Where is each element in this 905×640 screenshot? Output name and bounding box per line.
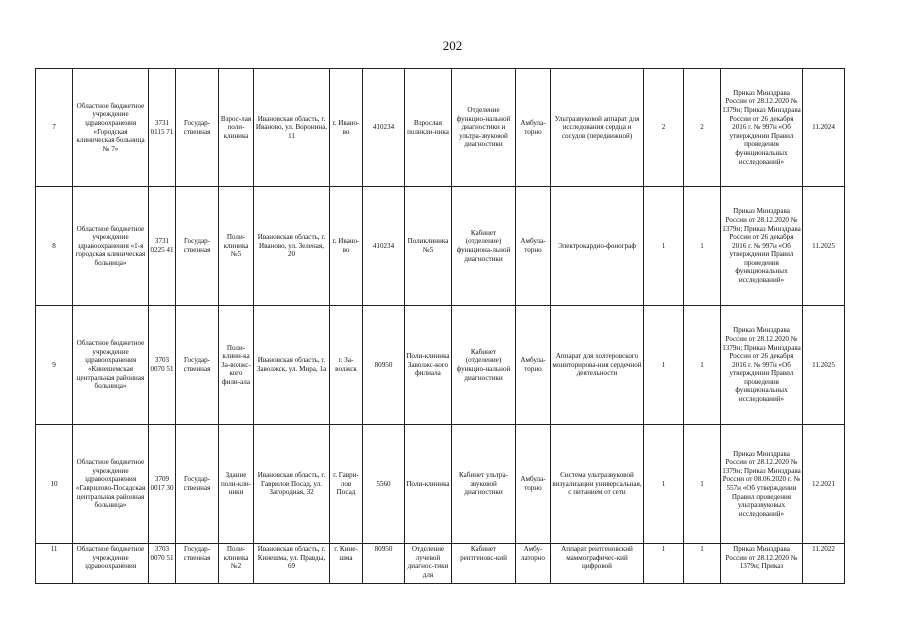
address-cell: Ивановская область, г. Иваново, ул. Воронина, 11	[254, 69, 330, 187]
department-cell: Кабинет ультра-звуковой диагностики	[452, 425, 516, 544]
equipment-cell: Аппарат рентгеновский маммографичес-кий цифровой	[551, 544, 644, 584]
unit-cell: Взрос-лая поли-клиника	[219, 69, 254, 187]
order-cell: Приказ Минздрава России от 28.12.2020 № 1379н; Приказ Минздрава России от 26 декабря 2016 г. № 997н «Об утверждении Правил проведения функциональных исследований»	[721, 187, 803, 306]
quantity-cell: 1	[644, 187, 684, 306]
ownership-cell: Государ-ственная	[176, 544, 219, 584]
date-cell: 11.2022	[803, 544, 845, 584]
order-cell: Приказ Минздрава России от 28.12.2020 № 1379н; Приказ Минздрава России от 26 декабря 2016 г. № 997н «Об утверждении Правил проведения функциональных исследований»	[721, 69, 803, 187]
table-row	[36, 425, 845, 544]
department-cell: Кабинет рентгеновс-кий	[452, 544, 516, 584]
care-type-cell: Амбула-торно	[516, 306, 551, 425]
city-cell: г. Кине-шма	[330, 544, 363, 584]
institution-cell: Областное бюджетное учреждение здравоохранения	[73, 544, 149, 584]
quantity-cell: 1	[684, 187, 721, 306]
unit-cell: Поли-клиника №5	[219, 187, 254, 306]
postcode-cell: 410234	[363, 187, 405, 306]
care-type-cell: Амбу-латорно	[516, 544, 551, 584]
code-cell: 3703 0070 51	[149, 306, 176, 425]
quantity-cell: 1	[684, 425, 721, 544]
unit-cell: Здание поли-кли-ники	[219, 425, 254, 544]
address-cell: Ивановская область, г. Заволжск, ул. Мира, 1а	[254, 306, 330, 425]
city-cell: г. За-волжск	[330, 306, 363, 425]
department-cell: Кабинет (отделение) функцио-нальной диагностики	[452, 306, 516, 425]
quantity-cell: 1	[644, 544, 684, 584]
date-cell: 11.2024	[803, 69, 845, 187]
city-cell: г. Ивано-во	[330, 187, 363, 306]
address-cell: Ивановская область, г. Иваново, ул. Зеленая, 20	[254, 187, 330, 306]
code-cell: 3731 0225 41	[149, 187, 176, 306]
table-row	[36, 69, 845, 187]
equipment-cell: Аппарат для холтеровского мониторирова-ния сердечной деятельности	[551, 306, 644, 425]
ownership-cell: Государ-ственная	[176, 425, 219, 544]
quantity-cell: 1	[684, 306, 721, 425]
care-type-cell: Амбула-торно	[516, 187, 551, 306]
date-cell: 12.2021	[803, 425, 845, 544]
quantity-cell: 1	[684, 544, 721, 584]
quantity-cell: 2	[684, 69, 721, 187]
city-cell: г. Ивано-во	[330, 69, 363, 187]
unit-cell: Поли-клини-ка За-волжс-кого фили-ала	[219, 306, 254, 425]
postcode-cell: 80950	[363, 544, 405, 584]
subdivision-cell: Поликлиника №5	[405, 187, 452, 306]
row-number: 8	[36, 187, 73, 306]
equipment-cell: Электрокардио-фонограф	[551, 187, 644, 306]
subdivision-cell: Взрослая поликли-ника	[405, 69, 452, 187]
table-row	[36, 306, 845, 425]
ownership-cell: Государ-ственная	[176, 306, 219, 425]
ownership-cell: Государ-ственная	[176, 187, 219, 306]
quantity-cell: 1	[644, 425, 684, 544]
table-row	[36, 544, 845, 584]
quantity-cell: 2	[644, 69, 684, 187]
page-number: 202	[442, 38, 463, 53]
institution-cell: Областное бюджетное учреждение здравоохранения «1-я городская клиническая больница»	[73, 187, 149, 306]
care-type-cell: Амбула-торно	[516, 69, 551, 187]
date-cell: 11.2025	[803, 187, 845, 306]
postcode-cell: 410234	[363, 69, 405, 187]
address-cell: Ивановская область, г. Гаврилов Посад, ул. Загородная, 32	[254, 425, 330, 544]
row-number: 10	[36, 425, 73, 544]
table-row	[36, 187, 845, 306]
postcode-cell: 5560	[363, 425, 405, 544]
subdivision-cell: Отделение лучевой диагнос-тики для	[405, 544, 452, 584]
ownership-cell: Государ-ственная	[176, 69, 219, 187]
row-number: 7	[36, 69, 73, 187]
institution-cell: Областное бюджетное учреждение здравоохранения «Городская клиническая больница № 7»	[73, 69, 149, 187]
order-cell: Приказ Минздрава России от 28.12.2020 № 1379н; Приказ	[721, 544, 803, 584]
order-cell: Приказ Минздрава России от 28.12.2020 № 1379н; Приказ Минздрава России от 08.06.2020 г. № 557н «Об утверждении Правил проведения ультразвуковых исследований»	[721, 425, 803, 544]
equipment-cell: Система ультразвуковой визуализации универсальная, с питанием от сети	[551, 425, 644, 544]
department-cell: Кабинет (отделение) функциона-льной диагностики	[452, 187, 516, 306]
equipment-table	[35, 68, 845, 584]
order-cell: Приказ Минздрава России от 28.12.2020 № 1379н; Приказ Минздрава России от 26 декабря 2016 г. № 997н «Об утверждении Правил проведения функциональных исследований»	[721, 306, 803, 425]
date-cell: 11.2025	[803, 306, 845, 425]
address-cell: Ивановская область, г. Кинешма, ул. Правды, 69	[254, 544, 330, 584]
subdivision-cell: Поли-клиника Заволжс-кого филиала	[405, 306, 452, 425]
institution-cell: Областное бюджетное учреждение здравоохранения «Гаврилово-Посадская центральная районная больница»	[73, 425, 149, 544]
code-cell: 3703 0070 51	[149, 544, 176, 584]
institution-cell: Областное бюджетное учреждение здравоохранения «Кинешемская центральная районная больница»	[73, 306, 149, 425]
unit-cell: Поли-клиника №2	[219, 544, 254, 584]
department-cell: Отделение функцио-нальной диагностики и ультра-звуковой диагностики	[452, 69, 516, 187]
city-cell: г. Гаври-лов Посад	[330, 425, 363, 544]
row-number: 9	[36, 306, 73, 425]
row-number: 11	[36, 544, 73, 584]
code-cell: 3709 0017 30	[149, 425, 176, 544]
quantity-cell: 1	[644, 306, 684, 425]
care-type-cell: Амбула-торно	[516, 425, 551, 544]
postcode-cell: 80950	[363, 306, 405, 425]
code-cell: 3731 0115 71	[149, 69, 176, 187]
equipment-cell: Ультразвуковой аппарат для исследования сердца и сосудов (передвижной)	[551, 69, 644, 187]
subdivision-cell: Поли-клиника	[405, 425, 452, 544]
